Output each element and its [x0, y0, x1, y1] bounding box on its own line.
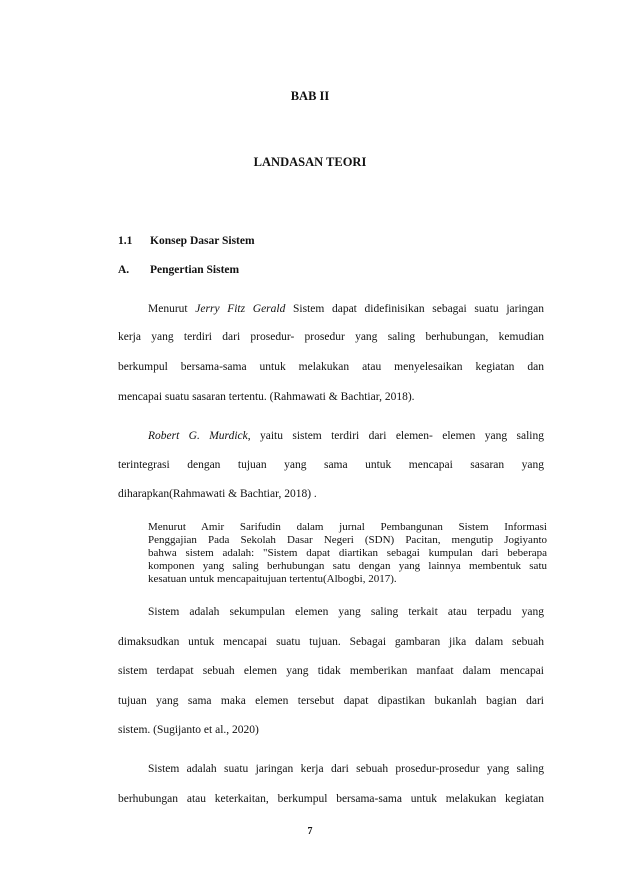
paragraph-3-line-1: Sistem adalah sekumpulan elemen yang saling terkait atau terpadu yang [148, 606, 544, 618]
quote-line-2: Penggajian Pada Sekolah Dasar Negeri (SDN) Pacitan, mengutip Jogiyanto [148, 534, 547, 546]
paragraph-3-line-3: sistem terdapat sebuah elemen yang tidak memberikan manfaat dalam mencapai [118, 665, 544, 677]
paragraph-3-line-5: sistem. (Sugijanto et al., 2020) [118, 724, 259, 736]
author-name: Jerry Fitz Gerald [195, 303, 286, 315]
paragraph-2-line-2: terintegrasi dengan tujuan yang sama untuk mencapai sasaran yang [118, 459, 544, 471]
paragraph-2-line-1: Robert G. Murdick, yaitu sistem terdiri dari elemen- elemen yang saling [148, 430, 544, 442]
page-number: 7 [307, 826, 313, 837]
paragraph-2-line-3: diharapkan(Rahmawati & Bachtiar, 2018) . [118, 488, 317, 500]
chapter-title: LANDASAN TEORI [253, 155, 367, 169]
paragraph-1-line-1: Menurut Jerry Fitz Gerald Sistem dapat didefinisikan sebagai suatu jaringan [148, 303, 545, 315]
quote-line-3: bahwa sistem adalah: "Sistem dapat diartikan sebagai kumpulan dari beberapa [148, 547, 547, 559]
paragraph-3-line-4: tujuan yang sama maka elemen tersebut dapat dipastikan bukanlah bagian dari [118, 695, 544, 707]
subsection-title: Pengertian Sistem [150, 264, 240, 276]
author-name: Robert G. Murdick [148, 430, 248, 442]
section-title: Konsep Dasar Sistem [150, 235, 255, 247]
chapter-heading: BAB II [290, 89, 330, 103]
subsection-letter: A. [118, 264, 130, 276]
paragraph-4-line-1: Sistem adalah suatu jaringan kerja dari sebuah prosedur-prosedur yang saling [148, 763, 544, 775]
paragraph-1-line-3: berkumpul bersama-sama untuk melakukan atau menyelesaikan kegiatan dan [118, 361, 544, 373]
paragraph-4-line-2: berhubungan atau keterkaitan, berkumpul bersama-sama untuk melakukan kegiatan [118, 793, 544, 805]
quote-line-5: kesatuan untuk mencapaitujuan tertentu(Albogbi, 2017). [148, 573, 397, 585]
subsection-heading [118, 264, 239, 276]
quote-line-4: komponen yang saling berhubungan satu dengan yang lainnya membentuk satu [148, 560, 547, 572]
paragraph-3-line-2: dimaksudkan untuk mencapai suatu tujuan. Sebagai gambaran jika dalam sebuah [118, 636, 544, 648]
quote-line-1: Menurut Amir Sarifudin dalam jurnal Pembangunan Sistem Informasi [148, 521, 547, 533]
paragraph-1-line-2: kerja yang terdiri dari prosedur- prosedur yang saling berhubungan, kemudian [118, 331, 544, 343]
section-number: 1.1 [118, 235, 133, 247]
paragraph-1-line-4: mencapai suatu sasaran tertentu. (Rahmawati & Bachtiar, 2018). [118, 391, 415, 403]
section-heading [118, 235, 255, 247]
